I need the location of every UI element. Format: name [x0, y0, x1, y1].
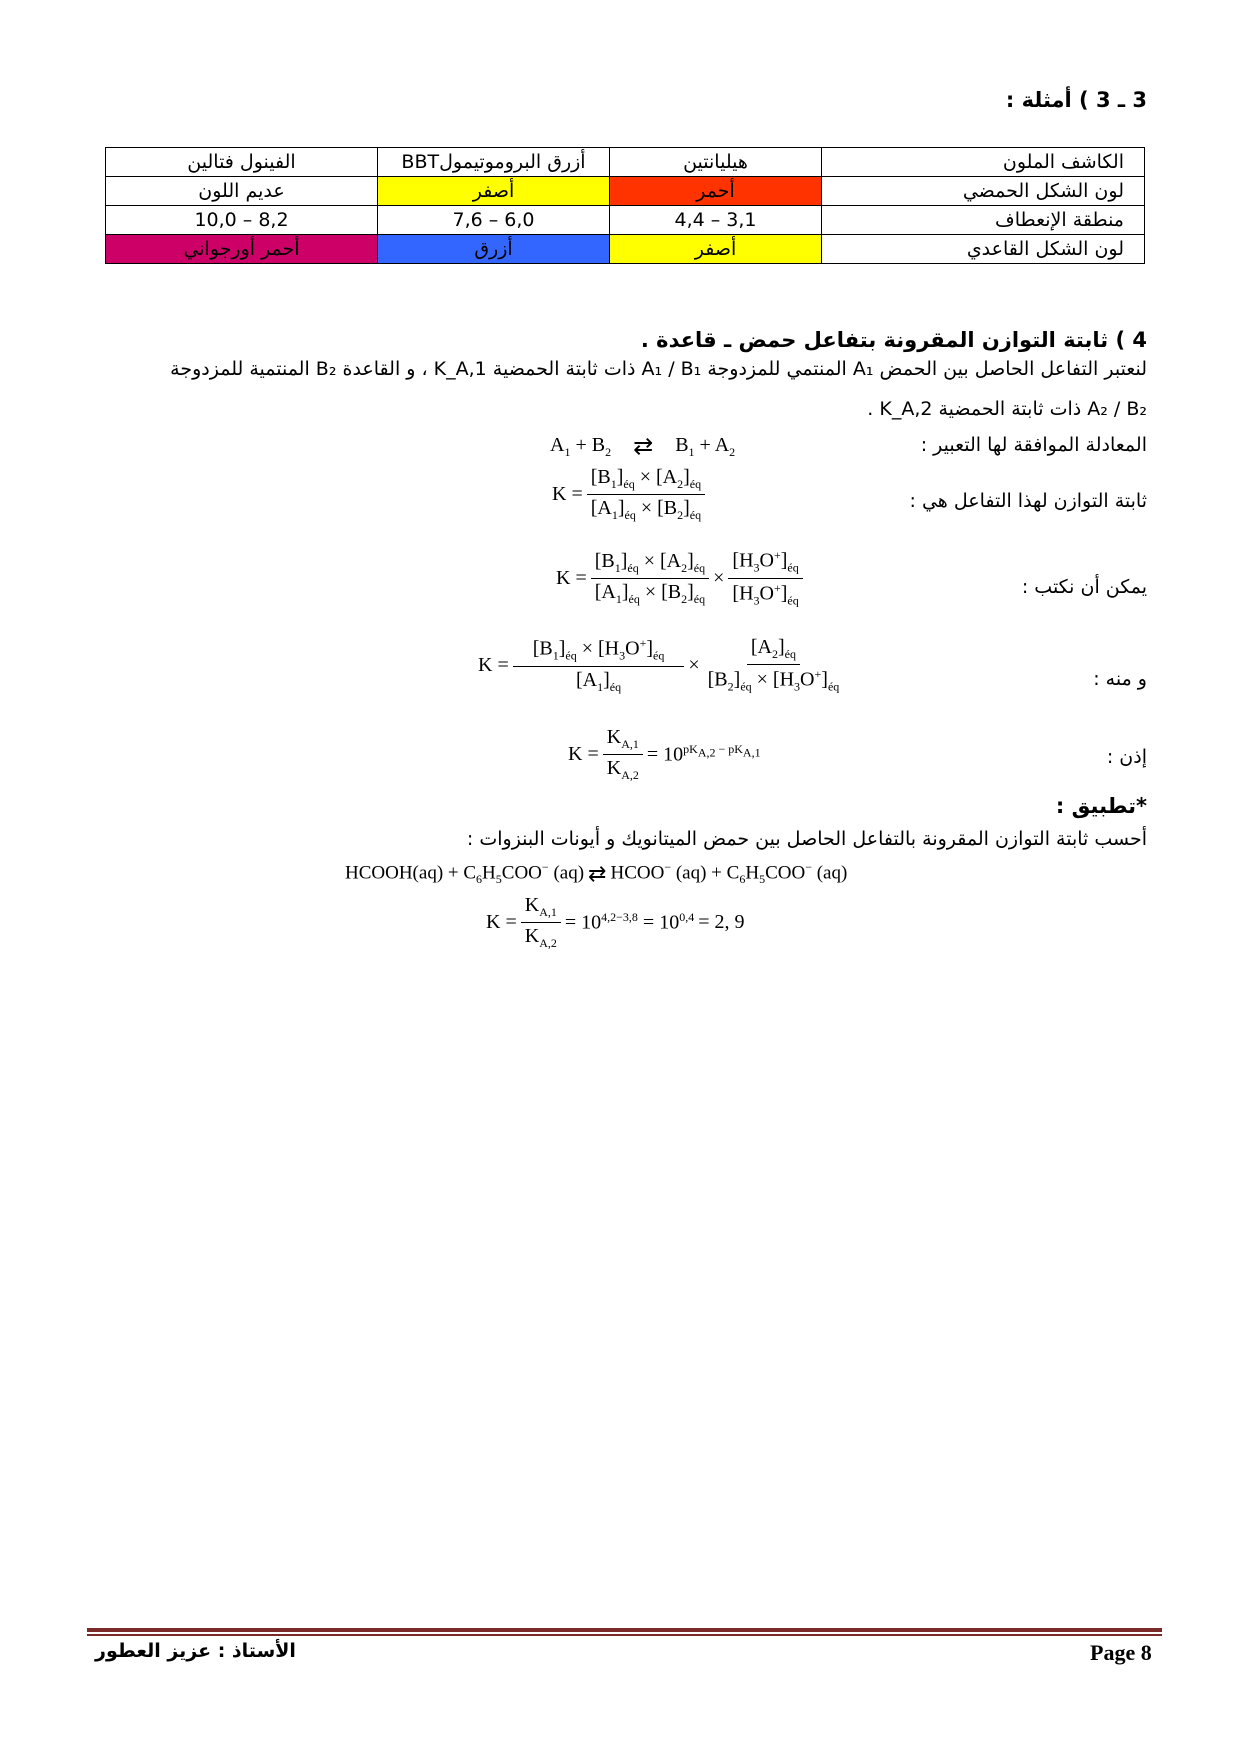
table-cell: 3,1 – 4,4 — [610, 206, 822, 235]
table-cell: عديم اللون — [106, 177, 378, 206]
section-title-equilibrium-constant: 4 ) ثابتة التوازن المقرونة بتفاعل حمض ـ قاعدة . — [640, 328, 1147, 352]
application-reaction: HCOOH(aq) + $C_6H_5COO^-$ (aq) ⇄ HCOO− $(aq) + C_6H_5COO^-$ (aq) — [345, 860, 848, 887]
table-row — [106, 235, 1145, 264]
footer-rule — [87, 1628, 1162, 1632]
table-row — [106, 148, 1145, 177]
table-cell: أحمر — [610, 177, 822, 206]
intro-line-1: لنعتبر التفاعل الحاصل بين الحمض A₁ المنتمي للمزدوجة A₁ / B₁ ذات ثابتة الحمضية K_A,1 ، و القاعدة B₂ المنتمية للمزدوجة — [170, 358, 1147, 380]
table-header-cell: الكاشف الملون — [822, 148, 1145, 177]
footer-rule-thin — [87, 1634, 1162, 1636]
rewrite-formula: K = $\frac{[B_1]_{éq} \times [A_2]_{éq}}{[A_1]_{éq} \times [B_2]_{éq}}$ × $\frac{[H_3O^+]_{éq}}{[H_3O^+]_{éq}}$ — [556, 548, 803, 608]
table-cell: أزرق — [378, 235, 610, 264]
table-row-label: لون الشكل الحمضي — [822, 177, 1145, 206]
hence-label: و منه : — [1093, 668, 1147, 690]
result-value: = 2, 9 — [698, 911, 745, 933]
section-title-examples: 3 ـ 3 ) أمثلة : — [1005, 88, 1147, 112]
application-result: K = $\frac{K_{A,1}}{K_{A,2}}$ = $10^{4,2-3,8} = 10^{0,4}$ = 2, 9 — [486, 894, 745, 950]
reaction-equation: $A_1 + B_2$ ⇄ $B_1 + A_2$ — [550, 433, 736, 460]
therefore-formula: K = $\frac{K_{A,1}}{K_{A,2}}$ = $10^{pK_{A,2} - pK_{A,1}}$ — [568, 726, 761, 782]
constant-label: ثابتة التوازن لهذا التفاعل هي : — [909, 490, 1147, 512]
table-cell: 8,2 – 10,0 — [106, 206, 378, 235]
table-header-cell: الفينول فتالين — [106, 148, 378, 177]
table-cell: أصفر — [610, 235, 822, 264]
table-header-cell: أزرق البروموتيمولBBT — [378, 148, 610, 177]
therefore-label: إذن : — [1106, 746, 1147, 768]
table-cell: أصفر — [378, 177, 610, 206]
hence-formula: K = $\frac{[B_1]_{éq} \times [H_3O^+]_{éq}}{[A_1]_{éq}}$ × $\frac{[A_2]_{éq}}{[B_2]_{éq} \times [H_3O^+]_{éq}}$ — [478, 636, 840, 694]
table-cell: 6,0 – 7,6 — [378, 206, 610, 235]
rewrite-label: يمكن أن نكتب : — [1021, 576, 1147, 598]
table-row — [106, 177, 1145, 206]
application-title: *تطبيق : — [1055, 794, 1147, 818]
table-row — [106, 206, 1145, 235]
table-cell: أحمر أورجواني — [106, 235, 378, 264]
application-prompt: أحسب ثابتة التوازن المقرونة بالتفاعل الحاصل بين حمض الميتانويك و أيونات البنزوات : — [466, 828, 1147, 850]
table-header-cell: هيليانتين — [610, 148, 822, 177]
table-row-label: منطقة الإنعطاف — [822, 206, 1145, 235]
equation-label: المعادلة الموافقة لها التعبير : — [920, 434, 1147, 456]
indicator-table — [105, 147, 1145, 264]
table-row-label: لون الشكل القاعدي — [822, 235, 1145, 264]
intro-line-2: A₂ / B₂ ذات ثابتة الحمضية K_A,2 . — [867, 398, 1147, 420]
page-number: Page 8 — [1090, 1640, 1152, 1665]
constant-formula: K = $\frac{[B_1]_{éq} \times [A_2]_{éq}}{[A_1]_{éq} \times [B_2]_{éq}}$ — [552, 466, 705, 523]
footer-author: الأستاذ : عزيز العطور — [95, 1640, 296, 1662]
